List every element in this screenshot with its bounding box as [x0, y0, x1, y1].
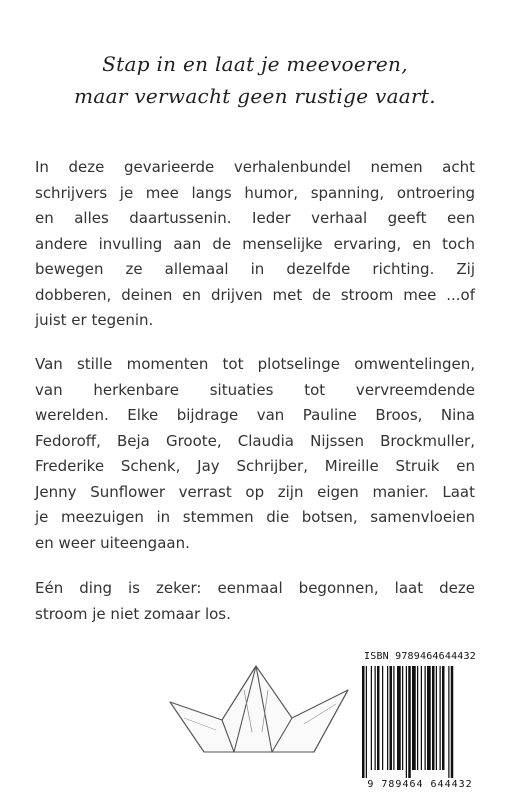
barcode-bars	[360, 666, 480, 778]
text-line: bewegen ze allemaal in dezelfde richting. Zij	[35, 260, 475, 278]
paper-boat-icon	[164, 660, 354, 770]
isbn-digits: 9 789464 644432	[367, 779, 473, 790]
tagline	[0, 48, 510, 112]
tagline-line-2: maar verwacht geen rustige vaart.	[74, 84, 436, 108]
text-line: stroom je niet zomaar los.	[35, 604, 231, 623]
text-line: Fedoroff, Beja Groote, Claudia Nijssen Brockmuller,	[35, 431, 475, 450]
text-line: van herkenbare situaties tot vervreemdende	[35, 380, 475, 399]
paragraph-closing	[35, 576, 475, 627]
text-line: Jenny Sunflower verrast op zijn eigen manier. Laat	[35, 482, 475, 501]
text-line: en weer uiteengaan.	[35, 533, 190, 552]
isbn-label: ISBN 9789464644432	[364, 651, 476, 662]
text-line: Van stille momenten tot plotselinge omwentelingen,	[35, 355, 475, 373]
paragraph-authors	[35, 352, 475, 556]
text-line: andere invulling aan de menselijke ervaring, en toch	[35, 234, 475, 253]
text-line: Eén ding is zeker: eenmaal begonnen, laat deze	[35, 579, 475, 597]
text-line: juist er tegenin.	[35, 311, 154, 329]
text-line: werelden. Elke bijdrage van Pauline Broos, Nina	[35, 406, 475, 424]
text-line: schrijvers je mee langs humor, spanning, ontroering	[35, 183, 475, 202]
tagline-line-1: Stap in en laat je meevoeren,	[102, 52, 408, 76]
isbn-barcode	[356, 651, 484, 795]
text-line: je meezuigen in stemmen die botsen, samenvloeien	[35, 508, 475, 526]
text-line: en alles daartussenin. Ieder verhaal geeft een	[35, 209, 475, 227]
text-line: Frederike Schenk, Jay Schrijber, Mireille Struik en	[35, 457, 475, 475]
text-line: In deze gevarieerde verhalenbundel nemen acht	[35, 158, 475, 176]
paragraph-intro	[35, 155, 475, 334]
text-line: dobberen, deinen en drijven met de stroom mee ...of	[35, 285, 475, 304]
